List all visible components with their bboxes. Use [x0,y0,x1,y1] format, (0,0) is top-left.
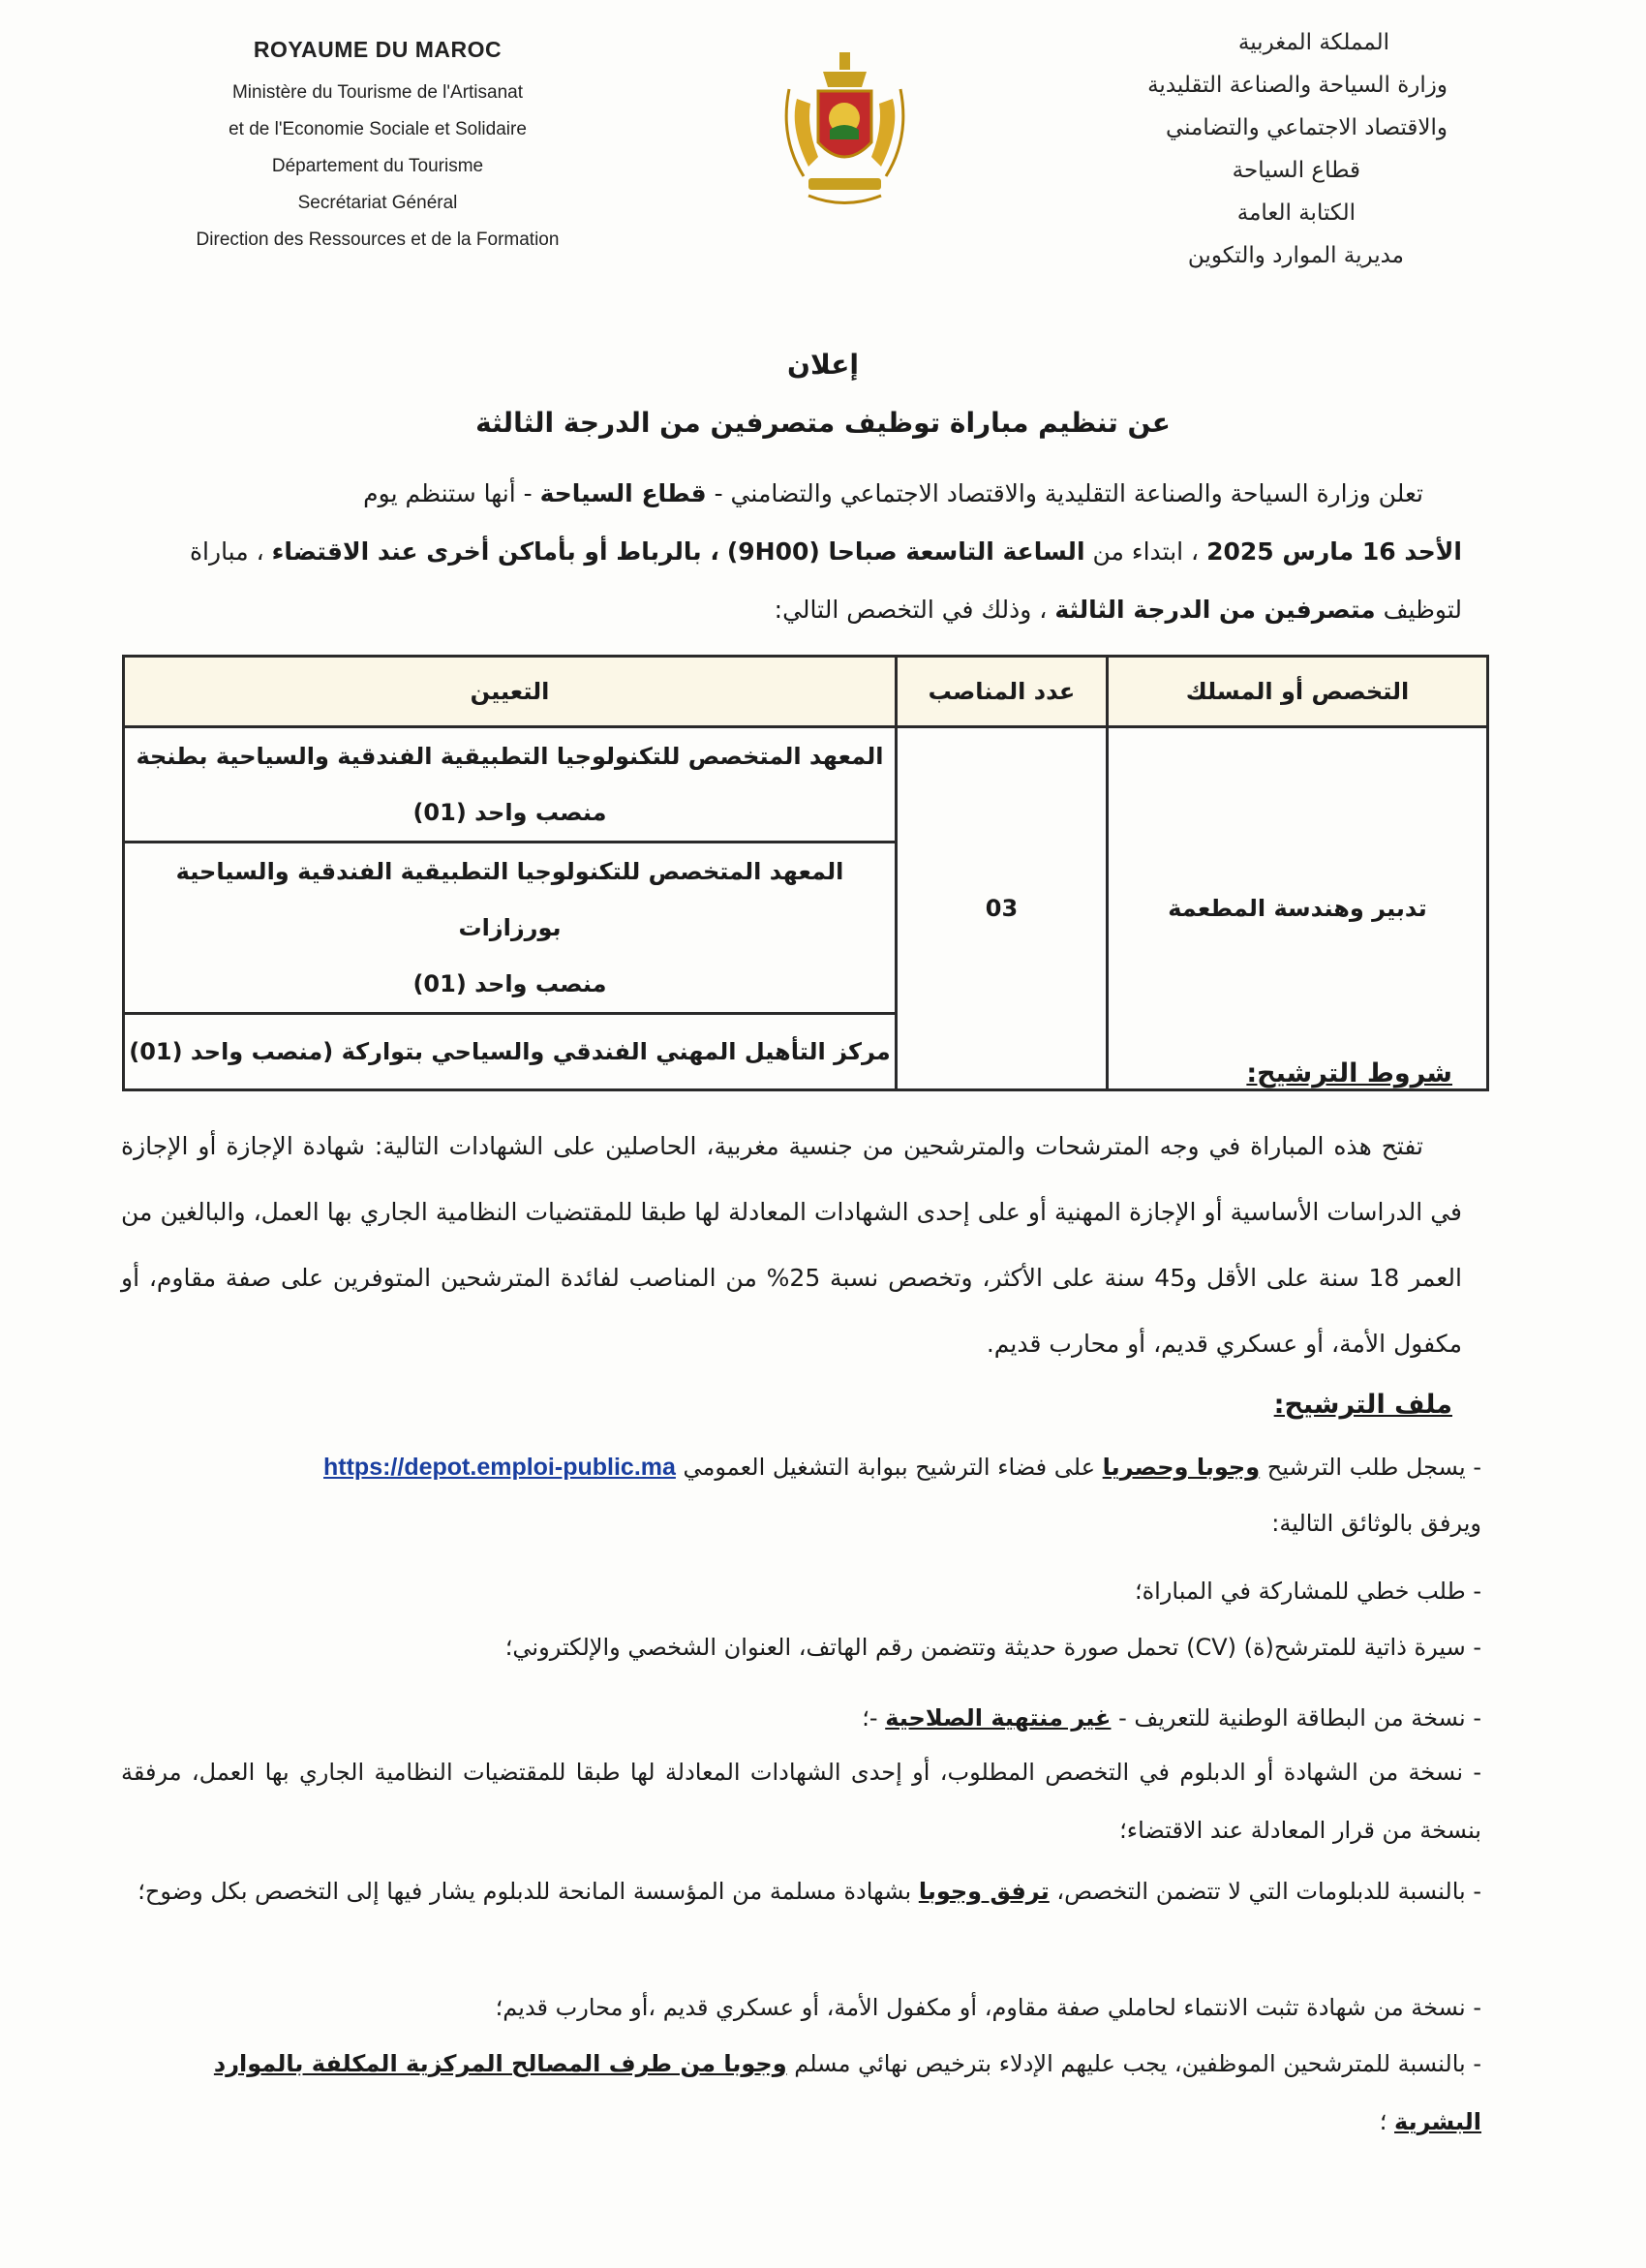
header-ar-line-3: قطاع السياحة [1232,158,1360,183]
intro-p2: ، ابتداء من [1092,537,1200,566]
assignment-2-line2: منصب واحد (01) [412,970,607,997]
announcement-subtitle: عن تنظيم مباراة توظيف متصرفين من الدرجة الثالثة [475,407,1171,439]
doc-item-id-card [121,1691,1481,1745]
no-specialty-c: بشهادة مسلمة من المؤسسة المانحة للدبلوم يشار فيها إلى التخصص بكل وضوح؛ [137,1878,912,1905]
header-arabic [905,21,1448,277]
conditions-text: تفتح هذه المباراة في وجه المترشحات والمترشحين من جنسية مغربية، الحاصلين على الشهادات التالية: شهادة الإجازة أو الإجازة في الدراسات الأساسية أو الإجازة المهنية أو على إحدى الشهادات المعادلة لها طبقا للمقتضيات النظامية الجاري بها العمل، والبالغين من العمر 18 سنة على الأقل و45 سنة على الأكثر، وتخصص نسبة 25% من المناصب لفائدة المترشحين المتوفرين على صفة مقاوم، أو مكفول الأمة، أو عسكري قديم، أو محارب قديم. [121,1132,1462,1358]
registration-a: - يسجل طلب الترشيح [1266,1454,1481,1481]
intro-p3: لتوظيف [1383,596,1462,624]
no-specialty-mandatory: ترفق وجوبا [918,1878,1050,1905]
registration-documents-intro: ويرفق بالوثائق التالية: [1271,1510,1481,1537]
cell-count: 03 [897,727,1108,1090]
intro-place: ، بالرباط أو بأماكن أخرى عند الاقتضاء [271,537,719,566]
doc-item-status-certificate: - نسخة من شهادة تثبت الانتماء لحاملي صفة مقاوم، أو مكفول الأمة، أو عسكري قديم ،أو محارب قديم؛ [495,1994,1481,2021]
intro-line-3 [121,581,1462,639]
registration-mandatory: وجوبا وحصريا [1102,1454,1261,1481]
intro-grade: متصرفين من الدرجة الثالثة [1054,596,1376,624]
assignment-1-line1: المعهد المتخصص للتكنولوجيا التطبيقية الفندقية والسياحية بطنجة [136,743,884,770]
intro-line-1 [121,465,1462,523]
doc-item-request: - طلب خطي للمشاركة في المباراة؛ [1134,1578,1481,1605]
no-specialty-a: - بالنسبة للدبلومات التي لا تتضمن التخصص، [1056,1878,1481,1905]
header-fr-line-2: et de l'Economie Sociale et Solidaire [229,119,527,139]
intro-p1-end: - أنها ستنظم يوم [363,479,533,507]
intro-line-2 [121,523,1462,581]
file-heading: ملف الترشيح: [1273,1390,1452,1420]
registration-c: على فضاء الترشيح ببوابة التشغيل العمومي [683,1454,1096,1481]
header-ar-line-5: مديرية الموارد والتكوين [1187,243,1404,268]
header-ar-line-0: المملكة المغربية [1237,30,1389,55]
header-ar-line-1: وزارة السياحة والصناعة التقليدية [1147,73,1448,98]
employees-c: ؛ [1379,2108,1387,2135]
table-header-row [124,657,1488,727]
id-card-c: -؛ [862,1704,878,1732]
header-fr-line-5: Direction des Ressources et de la Formation [196,230,560,250]
emploi-public-link[interactable]: https://depot.emploi-public.ma [323,1454,676,1481]
assignment-1-line2: منصب واحد (01) [412,799,607,826]
positions-table [122,655,1489,1091]
header-assignment: التعيين [124,657,897,727]
header-french [121,37,634,259]
header-fr-line-1: Ministère du Tourisme de l'Artisanat [231,82,524,103]
header-fr-line-0: ROYAUME DU MAROC [253,37,503,62]
intro-p2-end: ، مباراة [189,537,264,566]
header-ar-line-4: الكتابة العامة [1236,200,1356,226]
id-card-validity: غير منتهية الصلاحية [885,1704,1112,1732]
cell-assignment-2 [124,843,897,1014]
table-row [124,727,1488,843]
doc-item-employees [121,2035,1481,2151]
cell-specialty: تدبير وهندسة المطعمة [1108,727,1488,1090]
intro-paragraph [121,465,1462,639]
header-fr-line-3: Département du Tourisme [271,156,484,176]
announcement-title: إعلان [787,349,859,381]
header-fr-line-4: Secrétariat Général [297,193,458,213]
cell-assignment-1 [124,727,897,843]
intro-p1: تعلن وزارة السياحة والصناعة التقليدية والاقتصاد الاجتماعي والتضامني - [714,479,1423,507]
registration-line [121,1440,1481,1494]
intro-time: الساعة التاسعة صباحا (9H00) [726,537,1085,566]
employees-mandatory: وجوبا من طرف المصالح المركزية المكلفة بالموارد البشرية [213,2050,1481,2135]
header-count: عدد المناصب [897,657,1108,727]
doc-item-diploma: - نسخة من الشهادة أو الدبلوم في التخصص المطلوب، أو إحدى الشهادات المعادلة لها طبقا للمقتضيات النظامية الجاري بها العمل، مرفقة بنسخة من قرار المعادلة عند الاقتضاء؛ [121,1759,1481,1844]
header-specialty: التخصص أو المسلك [1108,657,1488,727]
doc-item-cv: - سيرة ذاتية للمترشح(ة) (CV) تحمل صورة حديثة وتتضمن رقم الهاتف، العنوان الشخصي والإلكتروني؛ [504,1634,1481,1661]
assignment-3-line1: مركز التأهيل المهني الفندقي والسياحي بتواركة (منصب واحد (01) [129,1038,891,1065]
doc-item-no-specialty [121,1862,1481,1920]
header-ar-line-2: والاقتصاد الاجتماعي والتضامني [1165,115,1448,140]
coat-of-arms-emblem [770,50,920,205]
conditions-heading: شروط الترشيح: [1246,1058,1452,1088]
intro-p1-bold: قطاع السياحة [539,479,707,507]
id-card-a: - نسخة من البطاقة الوطنية للتعريف - [1118,1704,1481,1732]
intro-p3-end: ، وذلك في التخصص التالي: [774,596,1048,624]
employees-a: - بالنسبة للمترشحين الموظفين، يجب عليهم الإدلاء بترخيص نهائي مسلم [794,2050,1481,2077]
cell-assignment-3 [124,1014,897,1090]
assignment-2-line1: المعهد المتخصص للتكنولوجيا التطبيقية الفندقية والسياحية بورزازات [175,858,844,941]
intro-date: الأحد 16 مارس 2025 [1206,537,1462,566]
